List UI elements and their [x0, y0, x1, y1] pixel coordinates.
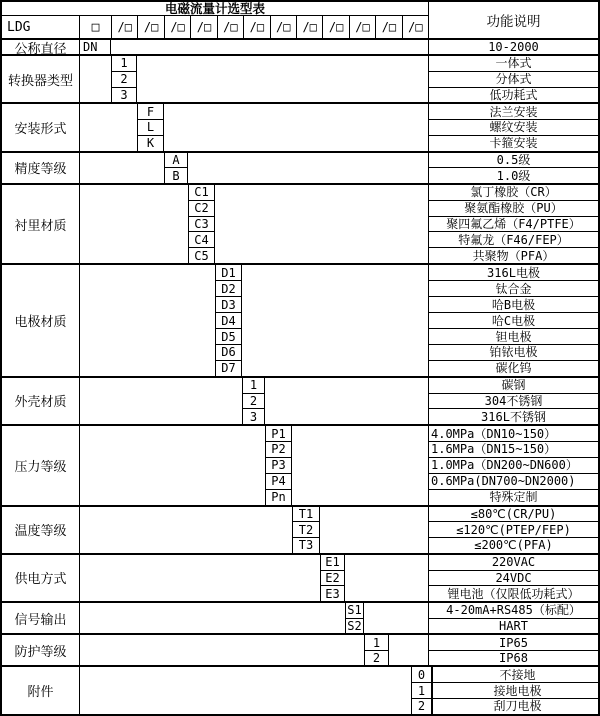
function-column-header: 功能说明: [428, 2, 598, 38]
code-cell: K: [146, 136, 155, 151]
section-label: 供电方式: [2, 555, 80, 601]
function-cell: 共聚物（PFA）: [472, 248, 555, 263]
function-cell: 0.6MPa(DN700~DN2000): [429, 474, 598, 490]
code-cell: 3: [120, 87, 128, 102]
function-cell: 钛合金: [429, 281, 598, 297]
code-column: [137, 104, 164, 150]
function-cell: HART: [499, 618, 528, 633]
section-label: 安装形式: [2, 104, 80, 150]
function-cell: 304不锈钢: [429, 394, 598, 410]
function-column: [428, 153, 598, 183]
code-cell: 2: [243, 394, 264, 410]
section-signal-output: [2, 601, 598, 633]
code-cell: B: [172, 168, 180, 183]
code-cell: A: [165, 153, 187, 169]
section-converter-type: [2, 54, 598, 102]
code-column: [80, 40, 111, 54]
section-label: 转换器类型: [2, 56, 80, 102]
code-cell: D2: [216, 281, 241, 297]
model-code-row: [2, 16, 428, 38]
function-cell: IP65: [429, 635, 598, 651]
model-code-slot: /□: [111, 16, 137, 38]
code-cell: C2: [189, 201, 214, 217]
section-temperature-rating: [2, 505, 598, 553]
function-cell: 分体式: [429, 72, 598, 88]
function-column: [428, 378, 598, 424]
code-column: [292, 507, 320, 553]
code-cell: DN: [83, 40, 98, 55]
function-column: [428, 56, 598, 102]
section-label: 防护等级: [2, 635, 80, 665]
function-cell: 一体式: [429, 56, 598, 72]
code-column: [111, 56, 137, 102]
function-cell: 碳化钨: [495, 361, 532, 376]
code-cell: P2: [266, 442, 291, 458]
function-cell: 法兰安装: [429, 104, 598, 120]
code-cell: F: [138, 104, 163, 120]
function-cell: 氯丁橡胶（CR）: [429, 185, 598, 201]
model-code-slots: [111, 16, 428, 38]
model-code-slot: /□: [217, 16, 243, 38]
section-protection-rating: [2, 633, 598, 665]
code-cell: Pn: [271, 490, 286, 505]
code-cell: 0: [412, 667, 431, 683]
spacer: [164, 104, 428, 150]
section-label: 信号输出: [2, 603, 80, 633]
spacer: [320, 507, 428, 553]
code-column: [265, 426, 292, 504]
spacer: [80, 153, 164, 183]
code-cell: 1: [243, 378, 264, 394]
function-cell: 316L电极: [429, 265, 598, 281]
function-cell: 哈C电极: [429, 313, 598, 329]
model-code-slot: /□: [349, 16, 375, 38]
code-cell: E1: [321, 555, 344, 571]
function-cell: 刮刀电极: [493, 699, 542, 714]
code-cell: 2: [372, 651, 381, 666]
spacer: [188, 153, 428, 183]
spacer: [80, 426, 265, 504]
spacer: [389, 635, 428, 665]
function-cell: 锂电池（仅限低功耗式）: [447, 586, 580, 601]
code-cell: T3: [298, 538, 314, 553]
code-cell: 1: [412, 683, 431, 699]
code-cell: D1: [216, 265, 241, 281]
section-label: 衬里材质: [2, 185, 80, 263]
function-cell: 螺纹安装: [429, 120, 598, 136]
section-install-form: [2, 102, 598, 150]
function-cell: 10-2000: [488, 40, 539, 55]
function-cell: ≤80℃(CR/PU): [429, 507, 598, 523]
code-cell: D7: [221, 361, 236, 376]
code-column: [364, 635, 389, 665]
function-cell: 铂铱电极: [429, 345, 598, 361]
function-cell: 卡箍安装: [489, 136, 538, 151]
code-cell: P4: [266, 474, 291, 490]
spacer: [242, 265, 428, 376]
function-cell: 哈B电极: [429, 297, 598, 313]
code-cell: D6: [216, 345, 241, 361]
code-cell: L: [138, 120, 163, 136]
code-cell: D3: [216, 297, 241, 313]
code-cell: D4: [216, 313, 241, 329]
function-cell: 24VDC: [429, 571, 598, 587]
function-column: [428, 40, 598, 54]
function-column: [428, 555, 598, 601]
code-cell: C5: [194, 248, 209, 263]
page-title: 电磁流量计选型表: [2, 2, 428, 16]
code-column: [188, 185, 215, 263]
code-cell: 1: [112, 56, 136, 72]
function-cell: 1.6MPa（DN15~150）: [429, 442, 598, 458]
function-cell: 220VAC: [429, 555, 598, 571]
code-cell: C3: [189, 217, 214, 233]
model-code-slot: /□: [243, 16, 269, 38]
code-cell: 2: [112, 72, 136, 88]
function-cell: 1.0MPa（DN200~DN600）: [429, 458, 598, 474]
section-label: 精度等级: [2, 153, 80, 183]
spacer: [80, 507, 292, 553]
function-cell: 接地电极: [433, 683, 600, 699]
function-column: [432, 667, 600, 713]
code-cell: E3: [325, 586, 340, 601]
function-cell: 碳钢: [429, 378, 598, 394]
spacer: [292, 426, 428, 504]
section-nominal-diameter: [2, 38, 598, 57]
function-cell: 不接地: [433, 667, 600, 683]
function-column: [428, 635, 598, 665]
code-cell: C4: [189, 232, 214, 248]
function-cell: 316L不锈钢: [481, 409, 546, 424]
function-column: [428, 507, 598, 553]
function-cell: 特殊定制: [489, 490, 538, 505]
spacer: [80, 378, 242, 424]
spacer: [80, 603, 345, 633]
model-code-base-slot: □: [91, 19, 100, 35]
model-code-slot: /□: [270, 16, 296, 38]
code-cell: 2: [417, 699, 426, 714]
code-cell: T1: [293, 507, 319, 523]
function-cell: 聚四氟乙烯（F4/PTFE）: [429, 217, 598, 233]
spacer: [80, 555, 320, 601]
function-cell: IP68: [499, 651, 528, 666]
code-column: [164, 153, 188, 183]
spacer: [80, 635, 364, 665]
function-column: [428, 104, 598, 150]
code-cell: T2: [293, 522, 319, 538]
spacer: [111, 40, 428, 54]
spacer: [80, 185, 188, 263]
function-cell: 特氟龙（F46/FEP）: [429, 232, 598, 248]
function-cell: ≤120℃(PTEP/FEP): [429, 522, 598, 538]
code-cell: S2: [347, 618, 362, 633]
function-column: [428, 426, 598, 504]
code-cell: S1: [347, 603, 362, 618]
model-code-slot: /□: [190, 16, 216, 38]
code-cell: 3: [249, 409, 258, 424]
section-label: 外壳材质: [2, 378, 80, 424]
code-cell: P1: [266, 426, 291, 442]
section-label: 电极材质: [2, 265, 80, 376]
section-label: 温度等级: [2, 507, 80, 553]
model-code-slot: /□: [164, 16, 190, 38]
series-code: LDG: [2, 16, 80, 38]
code-cell: E2: [321, 571, 344, 587]
spacer: [80, 104, 137, 150]
function-column: [428, 603, 598, 633]
model-code-slot: /□: [296, 16, 322, 38]
section-label: 压力等级: [2, 426, 80, 504]
code-column: [215, 265, 242, 376]
section-pressure-rating: [2, 424, 598, 504]
table-header: [2, 2, 598, 38]
spacer: [215, 185, 428, 263]
function-cell: 4-20mA+RS485（标配）: [429, 603, 598, 619]
code-cell: P3: [266, 458, 291, 474]
spacer: [80, 265, 215, 376]
spacer: [80, 56, 111, 102]
code-cell: 1: [365, 635, 388, 651]
function-column: [428, 265, 598, 376]
code-cell: D5: [216, 329, 241, 345]
code-column: [411, 667, 432, 713]
spacer: [345, 555, 428, 601]
section-accessories: [2, 665, 598, 713]
section-electrode-material: [2, 263, 598, 376]
function-cell: 聚氨酯橡胶（PU）: [429, 201, 598, 217]
function-cell: 4.0MPa（DN10~150）: [429, 426, 598, 442]
code-cell: C1: [189, 185, 214, 201]
section-power-supply: [2, 553, 598, 601]
spacer: [137, 56, 428, 102]
section-label: 公称直径: [2, 40, 80, 54]
spacer: [265, 378, 428, 424]
section-liner-material: [2, 183, 598, 263]
function-column: [428, 185, 598, 263]
model-code-slot: /□: [375, 16, 401, 38]
function-cell: 低功耗式: [489, 87, 538, 102]
code-column: [320, 555, 345, 601]
header-left: [2, 2, 428, 38]
section-housing-material: [2, 376, 598, 424]
section-label: 附件: [2, 667, 80, 713]
section-accuracy-class: [2, 151, 598, 183]
model-code-slot: /□: [137, 16, 163, 38]
code-column: [242, 378, 265, 424]
function-cell: 钽电极: [429, 329, 598, 345]
spacer: [364, 603, 428, 633]
model-code-slot: /□: [402, 16, 428, 38]
code-column: [345, 603, 364, 633]
function-cell: 0.5级: [429, 153, 598, 169]
function-cell: 1.0级: [496, 168, 531, 183]
spacer: [80, 667, 411, 713]
model-code-slot: /□: [322, 16, 348, 38]
function-cell: ≤200℃(PFA): [474, 538, 553, 553]
